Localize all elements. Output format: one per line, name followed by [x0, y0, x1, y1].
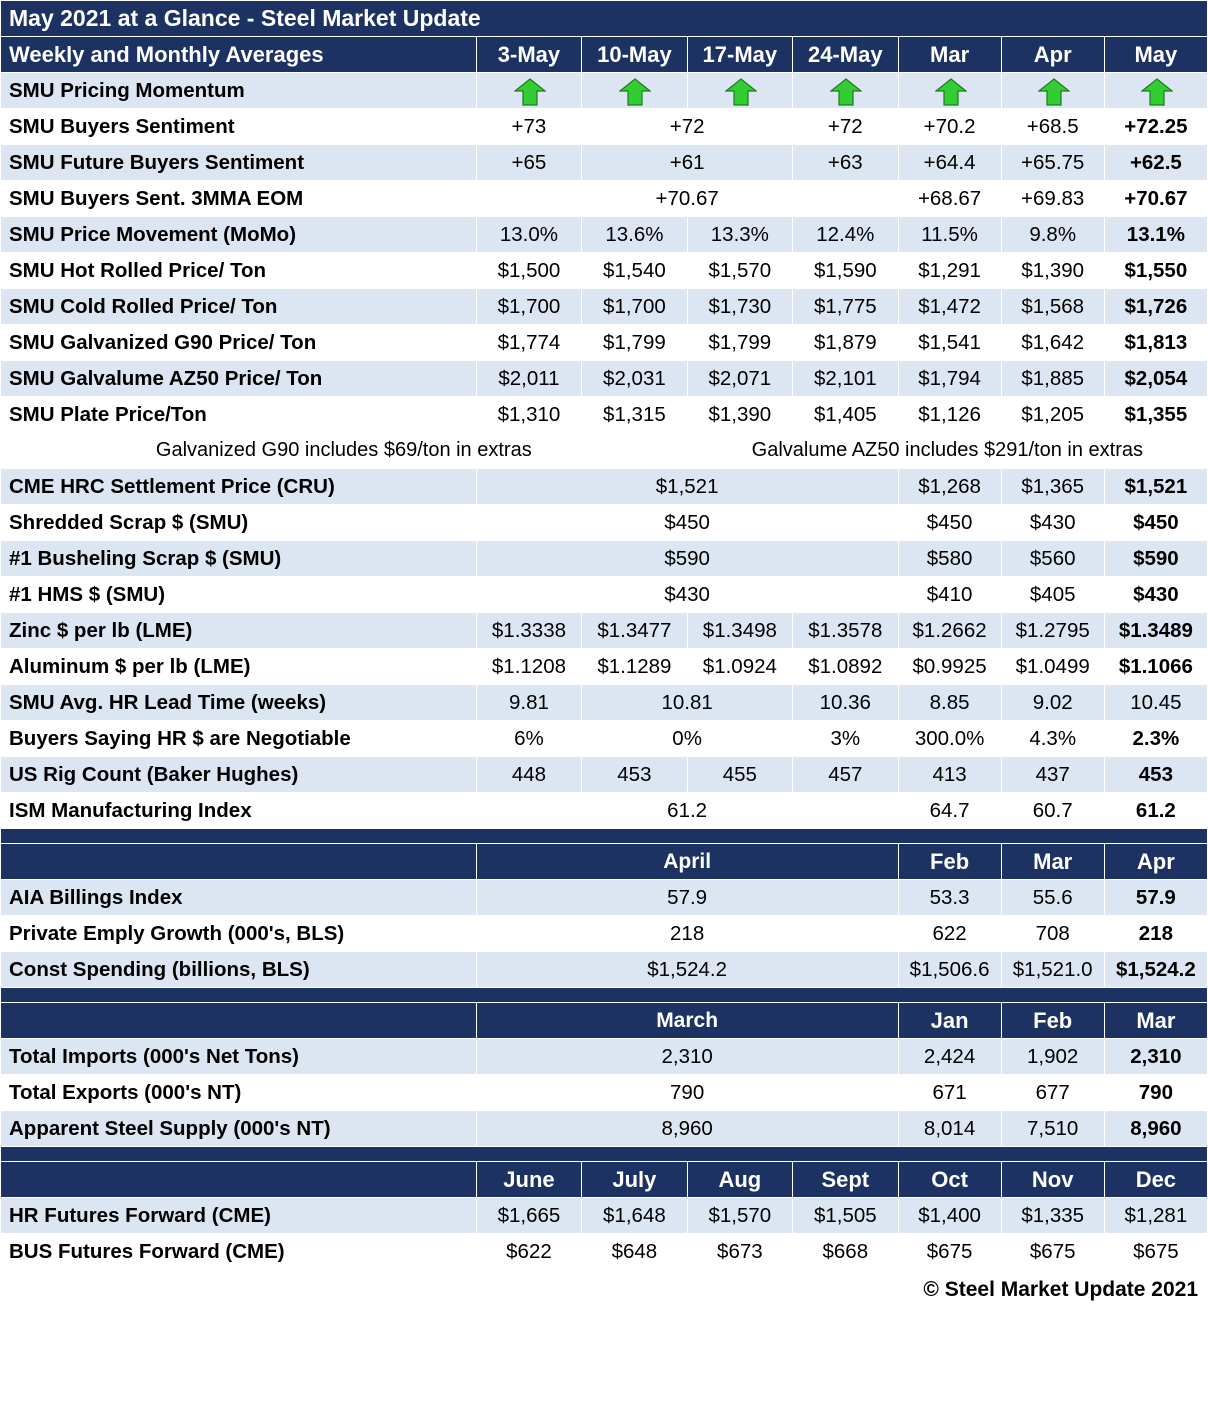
cell-monthly-1: $1,885 — [1001, 361, 1104, 397]
cell-weekly-3: 457 — [793, 757, 898, 793]
cell-monthly-0: $580 — [898, 541, 1001, 577]
page-title: May 2021 at a Glance - Steel Market Update — [1, 1, 1208, 37]
cell-weekly-3: 12.4% — [793, 217, 898, 253]
row-label: SMU Hot Rolled Price/ Ton — [1, 253, 477, 289]
cell-weekly-0: $1,310 — [476, 397, 581, 433]
macro-month-0: $1,506.6 — [898, 952, 1001, 988]
macro-month-0: 53.3 — [898, 880, 1001, 916]
momentum-weekly-1 — [582, 73, 687, 109]
table-row — [1, 721, 1208, 757]
column-header-month-0: Mar — [898, 37, 1001, 73]
cell-weekly-0: 448 — [476, 757, 581, 793]
cell-weekly-0: $2,011 — [476, 361, 581, 397]
cell-monthly-0: $1.2662 — [898, 613, 1001, 649]
cell-weekly-1: 10.81 — [582, 685, 793, 721]
macro-month-2: 218 — [1104, 916, 1207, 952]
cell-monthly-1: $405 — [1001, 577, 1104, 613]
macro-col-1: Mar — [1001, 844, 1104, 880]
up-arrow-icon — [619, 78, 649, 104]
cell-weekly-1: +72 — [582, 109, 793, 145]
macro-separator-cell — [1, 829, 1208, 844]
up-arrow-icon — [725, 78, 755, 104]
cell-weekly-2: +72 — [793, 109, 898, 145]
macro-period-value-0: 57.9 — [476, 880, 898, 916]
row-label: Apparent Steel Supply (000's NT) — [1, 1111, 477, 1147]
row-label: SMU Cold Rolled Price/ Ton — [1, 289, 477, 325]
cell-monthly-1: $1,642 — [1001, 325, 1104, 361]
trade-header-row — [1, 1003, 1208, 1039]
table-row — [1, 541, 1208, 577]
cell-monthly-1: +68.5 — [1001, 109, 1104, 145]
cell-weekly-3: $1,775 — [793, 289, 898, 325]
futures-separator — [1, 1147, 1208, 1162]
row-label: Total Imports (000's Net Tons) — [1, 1039, 477, 1075]
cell-monthly-1: $560 — [1001, 541, 1104, 577]
table-row — [1, 613, 1208, 649]
futures-value-4: $1,400 — [898, 1198, 1001, 1234]
cell-monthly-0: 300.0% — [898, 721, 1001, 757]
cell-monthly-2: $1,521 — [1104, 469, 1207, 505]
cell-monthly-2: $1.1066 — [1104, 649, 1207, 685]
row-label: HR Futures Forward (CME) — [1, 1198, 477, 1234]
up-arrow-icon — [1141, 78, 1171, 104]
table-row — [1, 793, 1208, 829]
up-arrow-icon — [514, 78, 544, 104]
cell-monthly-0: $1,126 — [898, 397, 1001, 433]
cell-monthly-0: $1,541 — [898, 325, 1001, 361]
copyright-footer: © Steel Market Update 2021 — [0, 1270, 1208, 1306]
up-arrow-icon — [830, 78, 860, 104]
cell-monthly-1: $1,205 — [1001, 397, 1104, 433]
row-label: #1 HMS $ (SMU) — [1, 577, 477, 613]
cell-monthly-1: $1,390 — [1001, 253, 1104, 289]
row-label: SMU Galvalume AZ50 Price/ Ton — [1, 361, 477, 397]
macro-header-row — [1, 844, 1208, 880]
cell-weekly-1: $1,799 — [582, 325, 687, 361]
table-row — [1, 145, 1208, 181]
futures-value-6: $675 — [1104, 1234, 1207, 1270]
trade-month-2: 8,960 — [1104, 1111, 1207, 1147]
cell-weekly-1: 0% — [582, 721, 793, 757]
futures-col-3: Sept — [793, 1162, 898, 1198]
cell-monthly-2: 2.3% — [1104, 721, 1207, 757]
cell-weekly-0: $1.1208 — [476, 649, 581, 685]
cell-monthly-2: +62.5 — [1104, 145, 1207, 181]
cell-monthly-1: 4.3% — [1001, 721, 1104, 757]
table-row — [1, 649, 1208, 685]
macro-header-blank — [1, 844, 477, 880]
cell-monthly-0: $1,268 — [898, 469, 1001, 505]
cell-monthly-0: 8.85 — [898, 685, 1001, 721]
table-row — [1, 469, 1208, 505]
table-row — [1, 73, 1208, 109]
column-header-week-1: 10-May — [582, 37, 687, 73]
column-header-week-0: 3-May — [476, 37, 581, 73]
row-label: SMU Plate Price/Ton — [1, 397, 477, 433]
table-row — [1, 289, 1208, 325]
cell-monthly-0: +68.67 — [898, 181, 1001, 217]
row-label: SMU Galvanized G90 Price/ Ton — [1, 325, 477, 361]
futures-value-5: $1,335 — [1001, 1198, 1104, 1234]
macro-separator — [1, 829, 1208, 844]
cell-weekly-2: 13.3% — [687, 217, 792, 253]
table-row — [1, 361, 1208, 397]
row-label: US Rig Count (Baker Hughes) — [1, 757, 477, 793]
momentum-weekly-3 — [793, 73, 898, 109]
row-label: CME HRC Settlement Price (CRU) — [1, 469, 477, 505]
momentum-weekly-2 — [687, 73, 792, 109]
trade-month-2: 790 — [1104, 1075, 1207, 1111]
futures-header-blank — [1, 1162, 477, 1198]
column-header-week-3: 24-May — [793, 37, 898, 73]
cell-monthly-2: 61.2 — [1104, 793, 1207, 829]
cell-weekly-2: $1,390 — [687, 397, 792, 433]
macro-period-value-2: $1,524.2 — [476, 952, 898, 988]
cell-weekly-3: $1.3578 — [793, 613, 898, 649]
row-label: AIA Billings Index — [1, 880, 477, 916]
futures-value-2: $673 — [687, 1234, 792, 1270]
cell-monthly-0: $450 — [898, 505, 1001, 541]
trade-month-0: 2,424 — [898, 1039, 1001, 1075]
futures-value-4: $675 — [898, 1234, 1001, 1270]
row-label: Zinc $ per lb (LME) — [1, 613, 477, 649]
cell-monthly-2: +70.67 — [1104, 181, 1207, 217]
table-row — [1, 880, 1208, 916]
macro-month-2: $1,524.2 — [1104, 952, 1207, 988]
table-row — [1, 181, 1208, 217]
cell-weekly-1: $1,700 — [582, 289, 687, 325]
row-label: Total Exports (000's NT) — [1, 1075, 477, 1111]
trade-period-label: March — [476, 1003, 898, 1039]
cell-weekly-0: 61.2 — [476, 793, 898, 829]
futures-value-3: $1,505 — [793, 1198, 898, 1234]
macro-month-1: $1,521.0 — [1001, 952, 1104, 988]
trade-header-blank — [1, 1003, 477, 1039]
macro-col-2: Apr — [1104, 844, 1207, 880]
trade-month-0: 8,014 — [898, 1111, 1001, 1147]
column-header-week-2: 17-May — [687, 37, 792, 73]
cell-monthly-1: +65.75 — [1001, 145, 1104, 181]
row-label: SMU Pricing Momentum — [1, 73, 477, 109]
cell-weekly-1: +61 — [582, 145, 793, 181]
row-label: Buyers Saying HR $ are Negotiable — [1, 721, 477, 757]
column-header-label: Weekly and Monthly Averages — [1, 37, 477, 73]
row-label: SMU Buyers Sentiment — [1, 109, 477, 145]
cell-monthly-2: $1,813 — [1104, 325, 1207, 361]
cell-monthly-0: 413 — [898, 757, 1001, 793]
trade-month-1: 677 — [1001, 1075, 1104, 1111]
futures-col-4: Oct — [898, 1162, 1001, 1198]
cell-monthly-0: 11.5% — [898, 217, 1001, 253]
trade-separator-cell — [1, 988, 1208, 1003]
title-row — [1, 1, 1208, 37]
macro-col-0: Feb — [898, 844, 1001, 880]
futures-col-5: Nov — [1001, 1162, 1104, 1198]
table-row — [1, 325, 1208, 361]
row-label: Aluminum $ per lb (LME) — [1, 649, 477, 685]
column-header-month-2: May — [1104, 37, 1207, 73]
table-row — [1, 109, 1208, 145]
cell-weekly-3: $1,590 — [793, 253, 898, 289]
cell-monthly-2: $430 — [1104, 577, 1207, 613]
cell-weekly-3: $1,879 — [793, 325, 898, 361]
cell-weekly-0: 6% — [476, 721, 581, 757]
cell-weekly-2: $1,799 — [687, 325, 792, 361]
futures-value-2: $1,570 — [687, 1198, 792, 1234]
cell-monthly-1: 60.7 — [1001, 793, 1104, 829]
trade-col-0: Jan — [898, 1003, 1001, 1039]
table-row — [1, 253, 1208, 289]
cell-monthly-1: $1.0499 — [1001, 649, 1104, 685]
row-label: #1 Busheling Scrap $ (SMU) — [1, 541, 477, 577]
futures-value-3: $668 — [793, 1234, 898, 1270]
table-row — [1, 916, 1208, 952]
futures-value-6: $1,281 — [1104, 1198, 1207, 1234]
futures-col-1: July — [582, 1162, 687, 1198]
trade-col-2: Mar — [1104, 1003, 1207, 1039]
row-label: Private Emply Growth (000's, BLS) — [1, 916, 477, 952]
table-row — [1, 577, 1208, 613]
cell-weekly-0: +65 — [476, 145, 581, 181]
cell-weekly-3: $2,101 — [793, 361, 898, 397]
cell-monthly-0: +70.2 — [898, 109, 1001, 145]
cell-monthly-2: 10.45 — [1104, 685, 1207, 721]
galvanized-extras-note: Galvanized G90 includes $69/ton in extras — [1, 433, 688, 469]
momentum-monthly-0 — [898, 73, 1001, 109]
row-label: SMU Future Buyers Sentiment — [1, 145, 477, 181]
cell-weekly-1: 13.6% — [582, 217, 687, 253]
momentum-weekly-0 — [476, 73, 581, 109]
cell-weekly-1: 453 — [582, 757, 687, 793]
cell-weekly-0: $1,521 — [476, 469, 898, 505]
table-row — [1, 1234, 1208, 1270]
table-row — [1, 505, 1208, 541]
up-arrow-icon — [935, 78, 965, 104]
cell-monthly-0: +64.4 — [898, 145, 1001, 181]
cell-monthly-2: $2,054 — [1104, 361, 1207, 397]
row-label: SMU Avg. HR Lead Time (weeks) — [1, 685, 477, 721]
macro-month-0: 622 — [898, 916, 1001, 952]
macro-month-1: 708 — [1001, 916, 1104, 952]
cell-monthly-1: $1.2795 — [1001, 613, 1104, 649]
row-label: Shredded Scrap $ (SMU) — [1, 505, 477, 541]
table-row — [1, 397, 1208, 433]
cell-monthly-2: +72.25 — [1104, 109, 1207, 145]
cell-monthly-1: $1,568 — [1001, 289, 1104, 325]
cell-weekly-0: $1,500 — [476, 253, 581, 289]
trade-period-value-2: 8,960 — [476, 1111, 898, 1147]
up-arrow-icon — [1038, 78, 1068, 104]
cell-monthly-0: $1,794 — [898, 361, 1001, 397]
futures-header-row — [1, 1162, 1208, 1198]
futures-value-0: $622 — [476, 1234, 581, 1270]
table-row — [1, 1198, 1208, 1234]
trade-month-1: 1,902 — [1001, 1039, 1104, 1075]
cell-monthly-2: $1,355 — [1104, 397, 1207, 433]
cell-weekly-0: 9.81 — [476, 685, 581, 721]
trade-month-2: 2,310 — [1104, 1039, 1207, 1075]
cell-monthly-1: 9.02 — [1001, 685, 1104, 721]
futures-value-1: $1,648 — [582, 1198, 687, 1234]
cell-monthly-0: $1,472 — [898, 289, 1001, 325]
cell-weekly-0: 13.0% — [476, 217, 581, 253]
row-label: SMU Buyers Sent. 3MMA EOM — [1, 181, 477, 217]
cell-weekly-2: $1,570 — [687, 253, 792, 289]
futures-separator-cell — [1, 1147, 1208, 1162]
cell-monthly-1: $1,365 — [1001, 469, 1104, 505]
macro-month-1: 55.6 — [1001, 880, 1104, 916]
cell-weekly-2: $2,071 — [687, 361, 792, 397]
cell-monthly-1: 437 — [1001, 757, 1104, 793]
galvalume-extras-note: Galvalume AZ50 includes $291/ton in extras — [687, 433, 1207, 469]
macro-period-label: April — [476, 844, 898, 880]
cell-monthly-0: 64.7 — [898, 793, 1001, 829]
cell-weekly-0: $1,774 — [476, 325, 581, 361]
cell-monthly-1: +69.83 — [1001, 181, 1104, 217]
cell-weekly-2: +63 — [793, 145, 898, 181]
table-row — [1, 757, 1208, 793]
cell-weekly-3: $1,405 — [793, 397, 898, 433]
row-label: BUS Futures Forward (CME) — [1, 1234, 477, 1270]
cell-weekly-2: $1,730 — [687, 289, 792, 325]
trade-separator — [1, 988, 1208, 1003]
trade-col-1: Feb — [1001, 1003, 1104, 1039]
cell-weekly-0: $590 — [476, 541, 898, 577]
table-row — [1, 1075, 1208, 1111]
cell-weekly-1: $1,315 — [582, 397, 687, 433]
table-row — [1, 685, 1208, 721]
cell-monthly-2: 453 — [1104, 757, 1207, 793]
momentum-monthly-1 — [1001, 73, 1104, 109]
cell-weekly-2: 10.36 — [793, 685, 898, 721]
extras-note-row — [1, 433, 1208, 469]
cell-weekly-2: 455 — [687, 757, 792, 793]
cell-weekly-1: $2,031 — [582, 361, 687, 397]
trade-month-1: 7,510 — [1001, 1111, 1104, 1147]
column-header-row — [1, 37, 1208, 73]
cell-monthly-2: $590 — [1104, 541, 1207, 577]
column-header-month-1: Apr — [1001, 37, 1104, 73]
trade-period-value-0: 2,310 — [476, 1039, 898, 1075]
cell-weekly-0: $450 — [476, 505, 898, 541]
cell-monthly-2: 13.1% — [1104, 217, 1207, 253]
cell-weekly-0: +73 — [476, 109, 581, 145]
futures-col-0: June — [476, 1162, 581, 1198]
futures-value-5: $675 — [1001, 1234, 1104, 1270]
futures-col-6: Dec — [1104, 1162, 1207, 1198]
row-label: Const Spending (billions, BLS) — [1, 952, 477, 988]
cell-weekly-0: $430 — [476, 577, 898, 613]
cell-weekly-1: $1.1289 — [582, 649, 687, 685]
cell-weekly-0: +70.67 — [476, 181, 898, 217]
trade-month-0: 671 — [898, 1075, 1001, 1111]
cell-weekly-2: $1.0924 — [687, 649, 792, 685]
momentum-monthly-2 — [1104, 73, 1207, 109]
row-label: ISM Manufacturing Index — [1, 793, 477, 829]
cell-monthly-1: $430 — [1001, 505, 1104, 541]
cell-monthly-2: $1.3489 — [1104, 613, 1207, 649]
table-row — [1, 952, 1208, 988]
cell-weekly-1: $1.3477 — [582, 613, 687, 649]
cell-monthly-2: $1,550 — [1104, 253, 1207, 289]
row-label: SMU Price Movement (MoMo) — [1, 217, 477, 253]
futures-value-1: $648 — [582, 1234, 687, 1270]
table-row — [1, 1111, 1208, 1147]
cell-weekly-0: $1,700 — [476, 289, 581, 325]
trade-period-value-1: 790 — [476, 1075, 898, 1111]
futures-value-0: $1,665 — [476, 1198, 581, 1234]
cell-monthly-1: 9.8% — [1001, 217, 1104, 253]
cell-weekly-1: $1,540 — [582, 253, 687, 289]
table-row — [1, 1039, 1208, 1075]
macro-period-value-1: 218 — [476, 916, 898, 952]
futures-col-2: Aug — [687, 1162, 792, 1198]
cell-monthly-0: $0.9925 — [898, 649, 1001, 685]
cell-weekly-0: $1.3338 — [476, 613, 581, 649]
table-row — [1, 217, 1208, 253]
macro-month-2: 57.9 — [1104, 880, 1207, 916]
cell-monthly-2: $450 — [1104, 505, 1207, 541]
cell-monthly-2: $1,726 — [1104, 289, 1207, 325]
cell-weekly-2: 3% — [793, 721, 898, 757]
cell-weekly-2: $1.3498 — [687, 613, 792, 649]
cell-monthly-0: $410 — [898, 577, 1001, 613]
cell-monthly-0: $1,291 — [898, 253, 1001, 289]
cell-weekly-3: $1.0892 — [793, 649, 898, 685]
